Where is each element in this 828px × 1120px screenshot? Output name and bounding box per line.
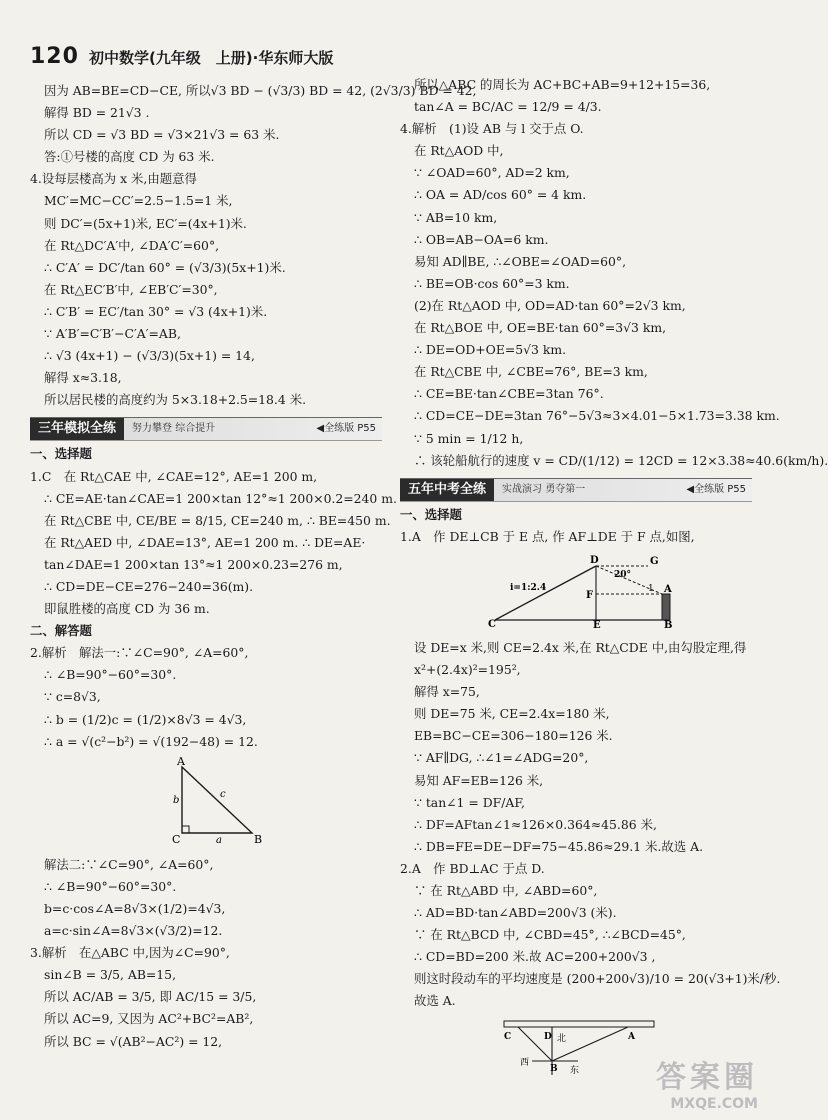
label-D: D	[544, 1031, 552, 1042]
section-banner-three-year	[30, 417, 382, 441]
text-line: 解得 x≈3.18,	[44, 370, 122, 386]
section-motto: 努力攀登 综合提升	[132, 423, 216, 435]
sec3-q2	[30, 642, 390, 752]
text-line: ∴ CD=BD=200 米.故 AC=200+200√3 ,	[414, 949, 656, 965]
label-C: C	[504, 1031, 512, 1042]
triangle-svg	[30, 755, 390, 845]
text-line: 故选 A.	[414, 993, 456, 1009]
sec5-q2	[400, 858, 781, 1013]
label-c: c	[220, 788, 226, 800]
label-b: b	[173, 794, 180, 806]
text-line: ∵ A′B′=C′B′−C′A′=AB,	[44, 326, 181, 342]
text-line: 则这时段动车的平均速度是 (200+200√3)/10 = 20(√3+1)米/秒.	[414, 971, 781, 987]
text-line: ∴ CD=DE−CE=276−240=36(m).	[44, 578, 254, 594]
text-line: ∵ AB=10 km,	[414, 209, 498, 225]
text-line: 4.解析 (1)设 AB 与 l 交于点 O.	[400, 121, 584, 137]
text-line: ∴ DB=FE=DE−DF=75−45.86≈29.1 米.故选 A.	[414, 838, 704, 854]
slope-label: i=1:2.4	[510, 582, 547, 593]
text-line: 1.C 在 Rt△CAE 中, ∠CAE=12°, AE=1 200 m,	[30, 468, 318, 484]
label-B: B	[664, 619, 673, 631]
text-line: a=c·sin∠A=8√3×(√3/2)=12.	[44, 923, 223, 939]
text-line: 解得 BD = 21√3 .	[44, 105, 150, 121]
text-line: 所以 AC=9, 又因为 AC²+BC²=AB²,	[44, 1011, 254, 1027]
text-line: 所以 BC = √(AB²−AC²) = 12,	[44, 1033, 223, 1049]
text-line: 易知 AD∥BE, ∴∠OBE=∠OAD=60°,	[414, 253, 627, 269]
label-A: A	[628, 1031, 635, 1042]
slope-svg	[400, 550, 752, 631]
page-header	[30, 44, 333, 70]
text-line: 则 DE=75 米, CE=2.4x=180 米,	[414, 706, 610, 722]
subheading: 一、选择题	[30, 446, 92, 462]
text-line: ∴ OA = AD/cos 60° = 4 km.	[414, 187, 587, 203]
text-line: (2)在 Rt△AOD 中, OD=AD·tan 60°=2√3 km,	[414, 297, 686, 313]
label-G: G	[650, 555, 659, 567]
text-line: ∵ c=8√3,	[44, 689, 101, 705]
text-line: sin∠B = 3/5, AB=15,	[44, 967, 177, 983]
label-D: D	[590, 554, 599, 566]
right-triangle-figure	[30, 755, 390, 852]
section-badge: 三年模拟全练	[30, 418, 124, 440]
text-line: ∴ ∠B=90°−60°=30°.	[44, 667, 177, 683]
text-line: 1.A 作 DE⊥CB 于 E 点, 作 AF⊥DE 于 F 点,如图,	[400, 528, 695, 544]
text-line: 在 Rt△EC′B′中, ∠EB′C′=30°,	[44, 281, 218, 297]
text-line: 设 DE=x 米,则 CE=2.4x 米,在 Rt△CDE 中,由勾股定理,得	[414, 639, 747, 655]
section-banner-five-year	[400, 478, 752, 502]
text-line: ∴ C′B′ = EC′/tan 30° = √3 (4x+1)米.	[44, 303, 268, 319]
text-line: 解法二:∵∠C=90°, ∠A=60°,	[44, 856, 214, 872]
right-top-lines	[400, 74, 752, 118]
text-line: 2.A 作 BD⊥AC 于点 D.	[400, 860, 545, 876]
west-label: 西	[520, 1057, 530, 1068]
section-badge: 五年中考全练	[400, 479, 494, 501]
subheading: 二、解答题	[30, 623, 92, 639]
text-line: ∴ a = √(c²−b²) = √(192−48) = 12.	[44, 733, 258, 749]
text-line: 则 DC′=(5x+1)米, EC′=(4x+1)米.	[44, 215, 247, 231]
text-line: 在 Rt△CBE 中, CE/BE = 8/15, CE=240 m, ∴ BE=450 m.	[44, 512, 391, 528]
section-ref: ◀全练版 P55	[316, 423, 376, 435]
text-line: ∵ ∠OAD=60°, AD=2 km,	[414, 165, 570, 181]
text-line: ∴ AD=BD·tan∠ABD=200√3 (米).	[414, 905, 617, 921]
text-line: 答:①号楼的高度 CD 为 63 米.	[44, 149, 215, 165]
text-line: b=c·cos∠A=8√3×(1/2)=4√3,	[44, 901, 226, 916]
label-B: B	[254, 832, 263, 846]
sec3-q1	[30, 466, 397, 621]
text-line: ∴ CE=AE·tan∠CAE=1 200×tan 12°≈1 200×0.2=240 m.	[44, 490, 397, 506]
text-line: 在 Rt△DC′A′中, ∠DA′C′=60°,	[44, 237, 220, 253]
text-line: ∴ √3 (4x+1) − (√3/3)(5x+1) = 14,	[44, 348, 255, 364]
text-line: 3.解析 在△ABC 中,因为∠C=90°,	[30, 945, 230, 961]
text-line: 解得 x=75,	[414, 684, 480, 700]
label-E: E	[593, 619, 601, 631]
right-q4	[400, 118, 828, 472]
text-line: EB=BC−CE=306−180=126 米.	[414, 728, 613, 744]
text-line: ∵ 在 Rt△BCD 中, ∠CBD=45°, ∴∠BCD=45°,	[414, 927, 686, 943]
text-line: 在 Rt△AOD 中,	[414, 143, 504, 159]
angle-one-label: 1	[648, 583, 654, 594]
text-line: ∴ ∠B=90°−60°=30°.	[44, 878, 177, 894]
text-line: ∵ 在 Rt△ABD 中, ∠ABD=60°,	[414, 883, 598, 898]
label-A: A	[664, 583, 672, 595]
label-C: C	[488, 618, 496, 630]
text-line: 在 Rt△CBE 中, ∠CBE=76°, BE=3 km,	[414, 364, 648, 380]
watermark-domain: MXQE.COM	[670, 1096, 758, 1112]
text-line: 易知 AF=EB=126 米,	[414, 772, 544, 788]
label-A: A	[177, 754, 185, 768]
label-a: a	[216, 834, 222, 846]
sec3-q3	[30, 942, 390, 1052]
section-motto: 实战演习 勇夺第一	[502, 483, 586, 495]
text-line: 所以 AC/AB = 3/5, 即 AC/15 = 3/5,	[44, 989, 257, 1005]
text-line: ∴ 该轮船航行的速度 v = CD/(1/12) = 12CD = 12×3.38≈40.6(km/h).	[414, 452, 828, 468]
north-label: 北	[557, 1033, 567, 1044]
section-ref: ◀全练版 P55	[686, 483, 746, 495]
text-line: ∵ 5 min = 1/12 h,	[414, 430, 524, 446]
text-line: 所以 CD = √3 BD = √3×21√3 = 63 米.	[44, 127, 280, 143]
text-line: tan∠DAE=1 200×tan 13°≈1 200×0.23=276 m,	[44, 556, 343, 572]
text-line: 所以居民楼的高度约为 5×3.18+2.5=18.4 米.	[44, 392, 307, 408]
text-line: ∴ C′A′ = DC′/tan 60° = (√3/3)(5x+1)米.	[44, 259, 286, 275]
text-line: ∵ tan∠1 = DF/AF,	[414, 794, 525, 810]
text-line: ∴ CE=BE·tan∠CBE=3tan 76°.	[414, 386, 604, 402]
label-C: C	[172, 832, 181, 846]
text-line: ∴ OB=AB−OA=6 km.	[414, 231, 549, 247]
subheading: 一、选择题	[400, 506, 462, 522]
angle-label: 20°	[614, 569, 632, 580]
text-line: ∴ DE=OD+OE=5√3 km.	[414, 342, 567, 358]
text-line: ∴ DF=AFtan∠1≈126×0.364≈45.86 米,	[414, 816, 657, 832]
q4-solution	[30, 168, 390, 411]
page-number: 120	[30, 44, 79, 69]
text-line: 因为 AB=BE=CD−CE, 所以√3 BD − (√3/3) BD = 42, (2√3/3) BD = 42,	[44, 83, 477, 98]
text-line: 在 Rt△AED 中, ∠DAE=13°, AE=1 200 m. ∴ DE=AE·	[44, 534, 366, 550]
label-B: B	[550, 1063, 558, 1074]
label-F: F	[586, 589, 594, 601]
sec3-q2-method2	[30, 854, 390, 942]
text-line: ∴ BE=OB·cos 60°=3 km.	[414, 275, 570, 291]
east-label: 东	[570, 1065, 580, 1076]
slope-figure	[400, 550, 752, 635]
text-line: tan∠A = BC/AC = 12/9 = 4/3.	[414, 99, 602, 115]
text-line: 4.设每层楼高为 x 米,由题意得	[30, 171, 197, 187]
text-line: MC′=MC−CC′=2.5−1.5=1 米,	[44, 193, 233, 209]
text-line: 所以△ABC 的周长为 AC+BC+AB=9+12+15=36,	[414, 77, 711, 92]
text-line: 即鼠胜楼的高度 CD 为 36 m.	[44, 601, 210, 617]
text-line: x²+(2.4x)²=195²,	[414, 662, 521, 678]
right-column	[400, 74, 828, 1092]
sec5-q1-body	[400, 637, 752, 858]
text-line: ∴ CD=CE−DE=3tan 76°−5√3≈3×4.01−5×1.73=3.38 km.	[414, 408, 780, 424]
watermark-text: 答案圈	[656, 1060, 758, 1095]
text-line: ∵ AF∥DG, ∴∠1=∠ADG=20°,	[414, 750, 589, 766]
book-title: 初中数学(九年级 上册)·华东师大版	[88, 49, 334, 67]
text-line: 在 Rt△BOE 中, OE=BE·tan 60°=3√3 km,	[414, 320, 667, 336]
text-line: ∴ b = (1/2)c = (1/2)×8√3 = 4√3,	[44, 711, 247, 727]
text-line: 2.解析 解法一:∵∠C=90°, ∠A=60°,	[30, 645, 249, 661]
watermark	[656, 1052, 758, 1112]
